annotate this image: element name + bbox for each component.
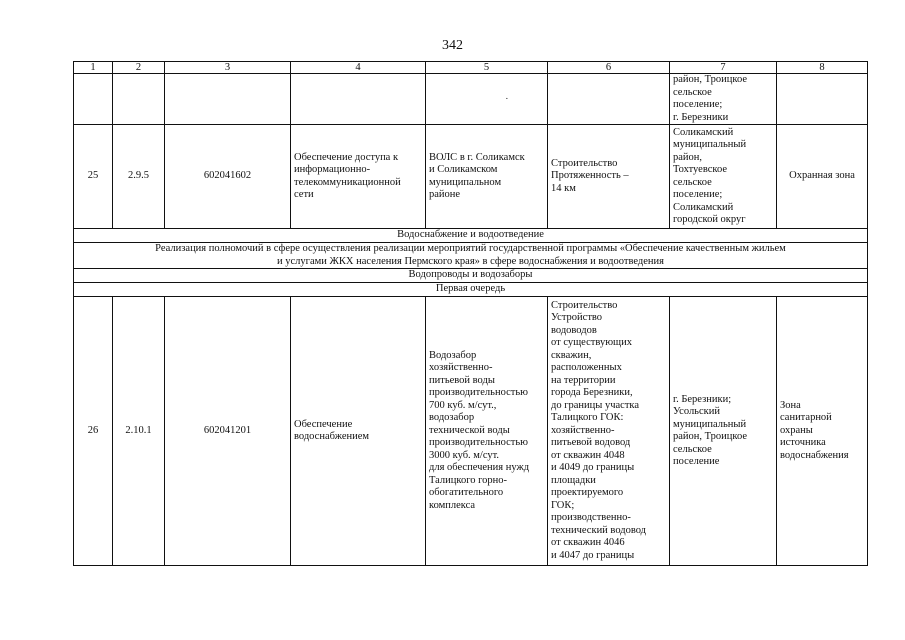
table-cell — [426, 74, 548, 125]
section-row-water — [74, 229, 868, 243]
table-cell — [165, 74, 291, 125]
column-number: 5 — [426, 62, 548, 74]
row-number: 25 — [74, 125, 113, 229]
item-code: 2.10.1 — [113, 297, 165, 566]
section-row-pipelines — [74, 269, 868, 283]
object-id: 602041602 — [165, 125, 291, 229]
table-cell — [291, 74, 426, 125]
stray-mark: . — [505, 90, 508, 101]
section-row-stage — [74, 283, 868, 297]
row-number: 26 — [74, 297, 113, 566]
zone-cell: Охранная зона — [777, 125, 868, 229]
program-heading: Реализация полномочий в сфере осуществления реализации мероприятий государственной программы «Обеспечение качественным жильем и услугами ЖКХ населения Пермского края» в сфере водоснабжения и водоотведения — [74, 243, 868, 269]
table-row-26 — [74, 297, 868, 566]
column-number: 4 — [291, 62, 426, 74]
zone-cell: Зона санитарной охраны источника водоснабжения — [777, 297, 868, 566]
table-row-25 — [74, 125, 868, 229]
characteristics-cell: Строительство Протяженность – 14 км — [548, 125, 670, 229]
column-number: 8 — [777, 62, 868, 74]
section-row-program — [74, 243, 868, 269]
territorial-planning-table — [73, 61, 868, 566]
table-cell — [548, 74, 670, 125]
object-cell: ВОЛС в г. Соликамск и Соликамском муниципальном районе — [426, 125, 548, 229]
stage-heading: Первая очередь — [74, 283, 868, 297]
object-id: 602041201 — [165, 297, 291, 566]
item-code: 2.9.5 — [113, 125, 165, 229]
table-cell — [113, 74, 165, 125]
column-number: 6 — [548, 62, 670, 74]
column-number: 2 — [113, 62, 165, 74]
table-cell — [74, 74, 113, 125]
purpose-cell: Обеспечение доступа к информационно- телекоммуникационной сети — [291, 125, 426, 229]
location-cell: г. Березники; Усольский муниципальный район, Троицкое сельское поселение — [670, 297, 777, 566]
column-number: 3 — [165, 62, 291, 74]
column-number: 7 — [670, 62, 777, 74]
section-heading: Водоснабжение и водоотведение — [74, 229, 868, 243]
column-number: 1 — [74, 62, 113, 74]
characteristics-cell: Строительство Устройство водоводов от существующих скважин, расположенных на территории города Березники, до границы участка Талицкого ГОК: хозяйственно- питьевой водовод от скважин 4048 и 4049 до границы площадки проектируемого ГОК; производственно- технический водовод от скважин 4046 и 4047 до границы — [548, 297, 670, 566]
continuation-row — [74, 74, 868, 125]
purpose-cell: Обеспечение водоснабжением — [291, 297, 426, 566]
location-cell: Соликамский муниципальный район, Тохтуевское сельское поселение; Соликамский городской округ — [670, 125, 777, 229]
column-numbers-row — [74, 62, 868, 74]
section-heading: Водопроводы и водозаборы — [74, 269, 868, 283]
page-number: 342 — [442, 38, 463, 53]
object-cell: Водозабор хозяйственно- питьевой воды производительностью 700 куб. м/сут., водозабор технической воды производительностью 3000 куб. м/сут. для обеспечения нужд Талицкого горно- обогатительного комплекса — [426, 297, 548, 566]
location-cell: район, Троицкое сельское поселение; г. Березники — [670, 74, 777, 125]
table-cell — [777, 74, 868, 125]
